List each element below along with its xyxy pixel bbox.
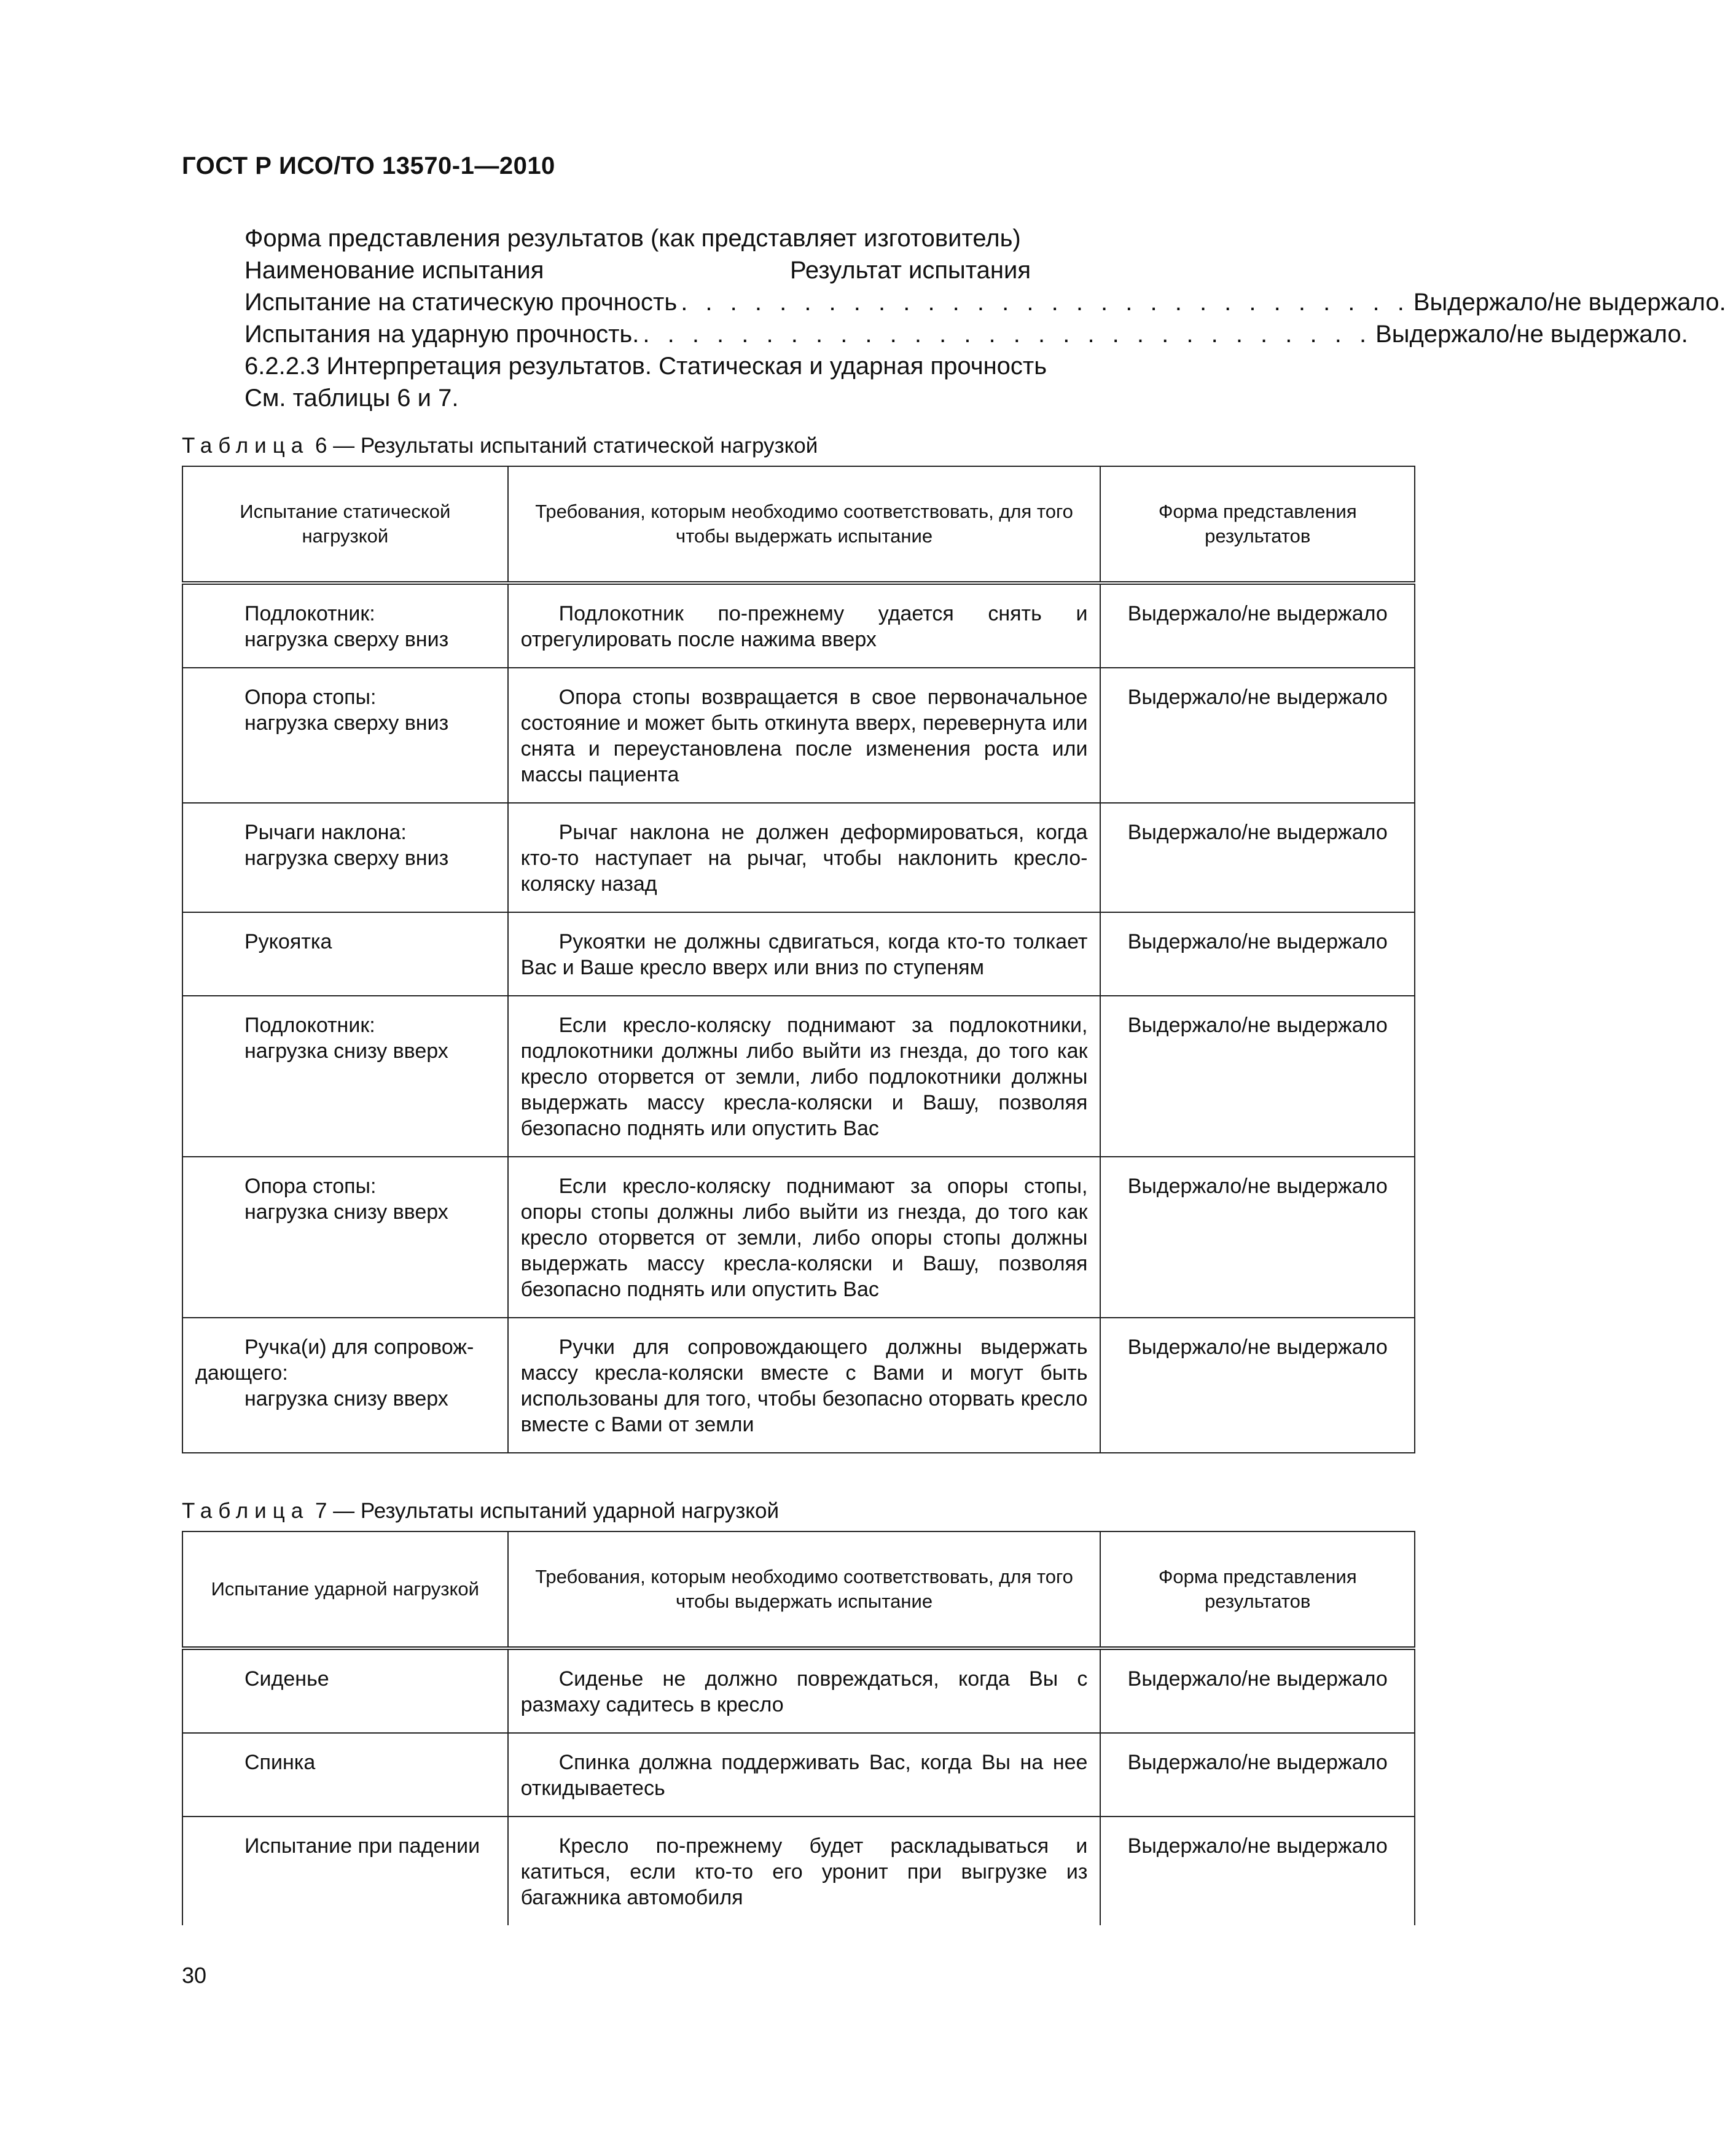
result-cell: Выдержало/не выдержало: [1100, 1733, 1415, 1817]
requirement-cell: Опора стопы возвращается в свое первоначальное состояние и может быть откинута вверх, перевернута или снята и переустановлена после изменения роста или массы пациента: [508, 668, 1101, 803]
dot-leader: . . . . . . . . . . . . . . . . . . . . . . . . . . . . . .: [643, 321, 1372, 348]
result-cell: Выдержало/не выдержало: [1100, 912, 1415, 996]
table-row: [182, 1817, 1415, 1925]
document-header: ГОСТ Р ИСО/ТО 13570-1—2010: [182, 152, 555, 179]
table7-header-result-form: Форма представления результатов: [1100, 1531, 1415, 1648]
test-name: Рукоятка: [244, 930, 332, 953]
dot-leader: . . . . . . . . . . . . . . . . . . . . . . . . . . . . . .: [681, 289, 1410, 316]
result-cell: Выдержало/не выдержало: [1100, 668, 1415, 803]
intro-column-titles: [244, 254, 1246, 286]
column-title-test-result: Результат испытания: [790, 257, 1031, 284]
result-cell: Выдержало/не выдержало: [1100, 583, 1415, 668]
result-cell: Выдержало/не выдержало: [1100, 1648, 1415, 1733]
test-name: Опора стопы:: [244, 1175, 377, 1198]
load-direction: нагрузка сверху вниз: [244, 628, 449, 651]
see-tables-note: См. таблицы 6 и 7.: [244, 385, 459, 412]
table6: [182, 466, 1415, 1453]
static-test-result: Выдержало/не выдержало.: [1413, 289, 1726, 316]
result-cell: Выдержало/не выдержало: [1100, 996, 1415, 1157]
column-title-test-name: Наименование испытания: [244, 257, 544, 284]
section-heading: 6.2.2.3 Интерпретация результатов. Статическая и ударная прочность: [244, 353, 1047, 380]
requirement-cell: Кресло по-прежнему будет раскладываться и катиться, если кто-то его уронит при выгрузке из багажника автомобиля: [508, 1817, 1101, 1925]
table-row: [182, 912, 1415, 996]
result-cell: Выдержало/не выдержало: [1100, 1817, 1415, 1925]
impact-test-result: Выдержало/не выдержало.: [1375, 321, 1688, 348]
table-row: [182, 1157, 1415, 1318]
table6-header-row: [182, 466, 1415, 583]
test-cell: [182, 583, 508, 668]
test-name: Рычаги наклона:: [244, 821, 407, 844]
requirement-cell: Если кресло-коляску поднимают за опоры стопы, опоры стопы должны либо выйти из гнезда, до того как кресло оторвется от земли, либо опоры стопы должны выдержать массу кресла-коляски и Вашу, позволяя безопасно поднять или опустить Вас: [508, 1157, 1101, 1318]
requirement-cell: Если кресло-коляску поднимают за подлокотники, подлокотники должны либо выйти из гнезда, до того как кресло оторвется от земли, либо подлокотники должны выдержать массу кресла-коляски и Вашу, позволяя безопасно поднять или опустить Вас: [508, 996, 1101, 1157]
test-cell: [182, 668, 508, 803]
test-name: Подлокотник:: [244, 602, 375, 625]
static-test-name: Испытание на статическую прочность: [244, 289, 678, 316]
table6-caption: [182, 434, 818, 458]
result-cell: Выдержало/не выдержало: [1100, 1318, 1415, 1453]
result-cell: Выдержало/не выдержало: [1100, 803, 1415, 912]
load-direction: нагрузка снизу вверх: [244, 1039, 448, 1063]
table7-header-row: [182, 1531, 1415, 1648]
intro-impact-line: [244, 318, 1688, 350]
table6-caption-text: 6 — Результаты испытаний статической нагрузкой: [315, 434, 818, 458]
requirement-cell: Подлокотник по-прежнему удается снять и отрегулировать после нажима вверх: [508, 583, 1101, 668]
test-name: Опора стопы:: [244, 686, 377, 709]
table-row: [182, 996, 1415, 1157]
intro-static-line: [244, 286, 1726, 318]
requirement-cell: Сиденье не должно повреждаться, когда Вы с размаху садитесь в кресло: [508, 1648, 1101, 1733]
test-cell: [182, 996, 508, 1157]
table7-caption: [182, 1499, 779, 1523]
page-number: 30: [182, 1963, 207, 1988]
impact-test-name: Испытания на ударную прочность.: [244, 321, 639, 348]
load-direction: нагрузка снизу вверх: [244, 1200, 448, 1224]
requirement-cell: Рукоятки не должны сдвигаться, когда кто-то толкает Вас и Ваше кресло вверх или вниз по ступеням: [508, 912, 1101, 996]
table7-header-test: Испытание ударной нагрузкой: [182, 1531, 508, 1648]
result-cell: Выдержало/не выдержало: [1100, 1157, 1415, 1318]
table-row: [182, 668, 1415, 803]
requirement-cell: Рычаг наклона не должен деформироваться, когда кто-то наступает на рычаг, чтобы наклонить кресло-коляску назад: [508, 803, 1101, 912]
table7: [182, 1531, 1415, 1925]
load-direction: нагрузка сверху вниз: [244, 847, 449, 870]
table-row: [182, 1648, 1415, 1733]
test-cell: [182, 1318, 508, 1453]
test-cell: Сиденье: [182, 1648, 508, 1733]
load-direction: нагрузка снизу вверх: [244, 1387, 448, 1410]
test-name: Ручка(и) для сопровож-: [244, 1336, 474, 1359]
requirement-cell: Ручки для сопровождающего должны выдержать массу кресла-коляски вместе с Вами и могут быть использованы для того, чтобы безопасно оторвать кресло вместе с Вами от земли: [508, 1318, 1101, 1453]
test-cell: Спинка: [182, 1733, 508, 1817]
intro-line: Форма представления результатов (как представляет изготовитель): [244, 225, 1021, 252]
requirement-cell: Спинка должна поддерживать Вас, когда Вы на нее откидываетесь: [508, 1733, 1101, 1817]
table7-caption-word: Таблица: [182, 1499, 310, 1523]
test-cell: Испытание при падении: [182, 1817, 508, 1925]
table-row: [182, 1733, 1415, 1817]
table6-caption-word: Таблица: [182, 434, 310, 458]
test-name-continued: дающего:: [195, 1361, 288, 1385]
table7-header-requirements: Требования, которым необходимо соответствовать, для того чтобы выдержать испытание: [508, 1531, 1101, 1648]
table-row: [182, 583, 1415, 668]
test-name: Подлокотник:: [244, 1014, 375, 1037]
intro-block: [244, 222, 1726, 414]
table-row: [182, 1318, 1415, 1453]
test-cell: [182, 1157, 508, 1318]
table-row: [182, 803, 1415, 912]
table6-header-requirements: Требования, которым необходимо соответствовать, для того чтобы выдержать испытание: [508, 466, 1101, 583]
load-direction: нагрузка сверху вниз: [244, 711, 449, 735]
test-cell: [182, 912, 508, 996]
test-cell: [182, 803, 508, 912]
table7-caption-text: 7 — Результаты испытаний ударной нагрузкой: [315, 1499, 780, 1523]
table6-header-test: Испытание статической нагрузкой: [182, 466, 508, 583]
table6-header-result-form: Форма представления результатов: [1100, 466, 1415, 583]
